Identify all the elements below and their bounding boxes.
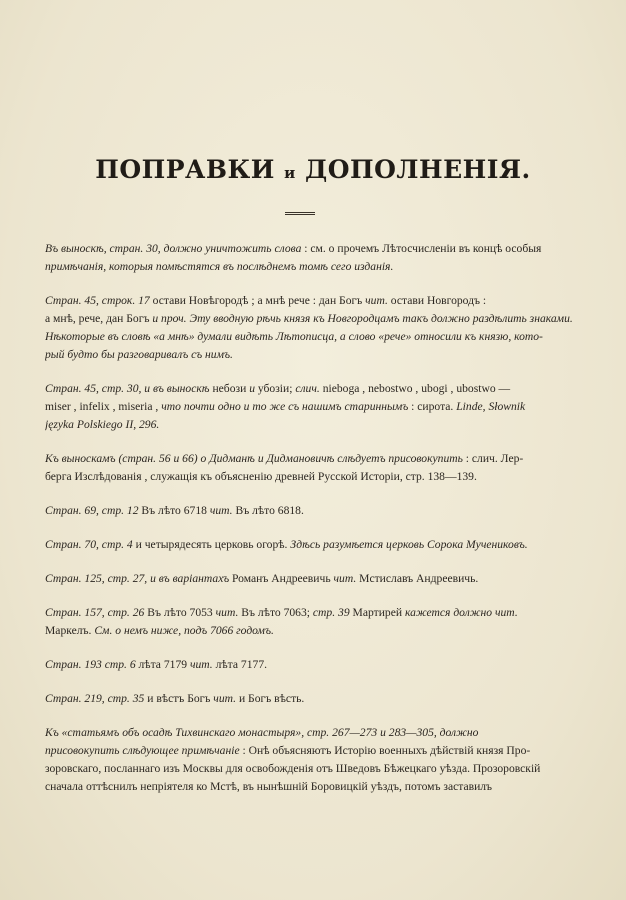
correction-paragraph	[45, 690, 585, 708]
correction-paragraph	[45, 604, 585, 640]
italic-text: чит.	[333, 572, 357, 585]
correction-paragraph	[45, 536, 585, 554]
roman-text: сначала оттѣснилъ непріятеля ко Мстѣ, въ нынѣшній Боровицкій уѣздъ, потомъ заставилъ	[45, 780, 493, 793]
roman-text: и вѣстъ Богъ	[144, 692, 214, 705]
italic-text: Стран. 45, строк. 17	[45, 294, 150, 307]
text-line	[45, 570, 585, 588]
text-line	[45, 380, 585, 398]
italic-text: Стран. 70, стр. 4	[45, 538, 133, 551]
correction-paragraph	[45, 656, 585, 674]
text-line	[45, 502, 585, 520]
text-line	[45, 292, 585, 310]
roman-text: Маркелъ.	[45, 624, 95, 637]
italic-text: присовокупить слѣдующее примѣчаніе	[45, 744, 240, 757]
italic-text: Linde, Słownik	[456, 400, 526, 413]
italic-text: języka Polskiego II, 296.	[45, 418, 160, 431]
roman-text: nieboga , nebostwo , ubogi , ubostwo —	[319, 382, 511, 395]
title-conjunction: и	[284, 164, 296, 182]
italic-text: стр. 39	[312, 606, 350, 619]
roman-text: и Богъ вѣсть.	[236, 692, 305, 705]
italic-text: чит.	[209, 504, 233, 517]
italic-text: Къ выноскамъ (стран. 56 и 66) о Дидманѣ и Дидмановичѣ слѣдуетъ присовокупить	[45, 452, 463, 465]
roman-text: остави Новгородъ :	[387, 294, 487, 307]
italic-text: Стран. 157, стр. 26	[45, 606, 145, 619]
text-line	[45, 468, 585, 486]
text-line	[45, 310, 585, 328]
italic-text: Стран. 45, стр. 30, и въ выноскѣ	[45, 382, 210, 395]
text-line	[45, 690, 585, 708]
roman-text: : см. о прочемъ Лѣтосчисленіи въ концѣ особыя	[301, 242, 542, 255]
roman-text: Въ лѣто 7063;	[238, 606, 313, 619]
text-line	[45, 536, 585, 554]
italic-text: слич.	[295, 382, 320, 395]
correction-paragraph	[45, 292, 585, 364]
roman-text: : сирота.	[408, 400, 457, 413]
italic-text: примѣчанія, которыя помѣстятся въ послѣднемъ томѣ сего изданія.	[45, 260, 394, 273]
correction-paragraph	[45, 724, 585, 796]
italic-text: рый будто бы разговаривалъ съ нимъ.	[45, 348, 233, 361]
italic-text: чит.	[213, 692, 237, 705]
text-line	[45, 328, 585, 346]
correction-paragraph	[45, 502, 585, 520]
roman-text: Мартирей	[349, 606, 405, 619]
page-title	[0, 155, 626, 184]
text-line	[45, 398, 585, 416]
roman-text: : Онѣ объясняютъ Исторію военныхъ дѣйствій князя Прo-	[239, 744, 531, 757]
italic-text: чит.	[215, 606, 239, 619]
text-line	[45, 240, 585, 258]
text-line	[45, 742, 585, 760]
italic-text: Въ выноскѣ, стран. 30, должно уничтожить слова	[45, 242, 302, 255]
roman-text: Въ лѣто 7053	[144, 606, 216, 619]
italic-text: кажется должно чит.	[404, 606, 518, 619]
italic-text: Нѣкоторые въ словѣ «а мнѣ» думали видѣть Лѣтописца, а слово «рече» относили къ князю, кото-	[45, 330, 543, 343]
italic-text: и проч. Эту вводную рѣчь князя къ Новгородцамъ такъ должно раздѣлить знаками.	[152, 312, 573, 325]
text-line	[45, 346, 585, 364]
italic-text: Къ «статьямъ объ осадѣ Тихвинскаго монастыря», стр. 267—273 и 283—305, должно	[45, 726, 479, 739]
roman-text: зоровскаго, посланнаго изъ Москвы для освобожденія отъ Шведовъ Бѣжецкаго уѣзда. Прозоровскій	[45, 762, 541, 775]
title-divider	[285, 212, 315, 215]
correction-paragraph	[45, 570, 585, 588]
italic-text: что почти одно и то же съ нашимъ стариннымъ	[161, 400, 409, 413]
roman-text: остави Новѣгородѣ ; а мнѣ рече : дан Богъ	[149, 294, 366, 307]
italic-text: Стран. 125, стр. 27, и въ варіантахъ	[45, 572, 230, 585]
italic-text: чит.	[189, 658, 213, 671]
roman-text: : слич. Лер-	[462, 452, 524, 465]
correction-paragraph	[45, 240, 585, 276]
italic-text: Стран. 193 стр. 6	[45, 658, 136, 671]
roman-text: лѣта 7177.	[212, 658, 268, 671]
text-line	[45, 258, 585, 276]
text-line	[45, 622, 585, 640]
roman-text: Романъ Андреевичь	[229, 572, 334, 585]
correction-paragraph	[45, 450, 585, 486]
text-line	[45, 416, 585, 434]
roman-text: и четырядесять церковь огорѣ.	[132, 538, 291, 551]
roman-text: берга Изслѣдованія , служащія къ объясненію древней Русской Исторіи, стр. 138—139.	[45, 470, 477, 483]
title-word-corrections: ПОПРАВКИ	[95, 155, 275, 184]
text-line	[45, 656, 585, 674]
roman-text: а мнѣ, рече, дан Богъ	[45, 312, 153, 325]
italic-text: См. о немъ ниже, подъ 7066 годомъ.	[94, 624, 274, 637]
roman-text: лѣта 7179	[135, 658, 190, 671]
roman-text: miser , infelix , miseria ,	[45, 400, 162, 413]
roman-text: Мстиславъ Андреевичь.	[356, 572, 479, 585]
italic-text: Стран. 69, стр. 12	[45, 504, 139, 517]
text-line	[45, 760, 585, 778]
title-word-additions: ДОПОЛНЕНІЯ.	[304, 155, 531, 184]
text-line	[45, 450, 585, 468]
text-line	[45, 724, 585, 742]
italic-text: Стран. 219, стр. 35	[45, 692, 145, 705]
text-line	[45, 604, 585, 622]
roman-text: Въ лѣто 6818.	[232, 504, 304, 517]
correction-paragraph	[45, 380, 585, 434]
italic-text: Здѣсь разумѣется церковь Сорока Мучениковъ.	[290, 538, 528, 551]
italic-text: чит.	[365, 294, 388, 307]
roman-text: убозіи;	[254, 382, 296, 395]
roman-text: небози	[209, 382, 250, 395]
corrections-text	[45, 240, 585, 812]
roman-text: Въ лѣто 6718	[138, 504, 210, 517]
text-line	[45, 778, 585, 796]
italic-text: и	[249, 382, 255, 395]
